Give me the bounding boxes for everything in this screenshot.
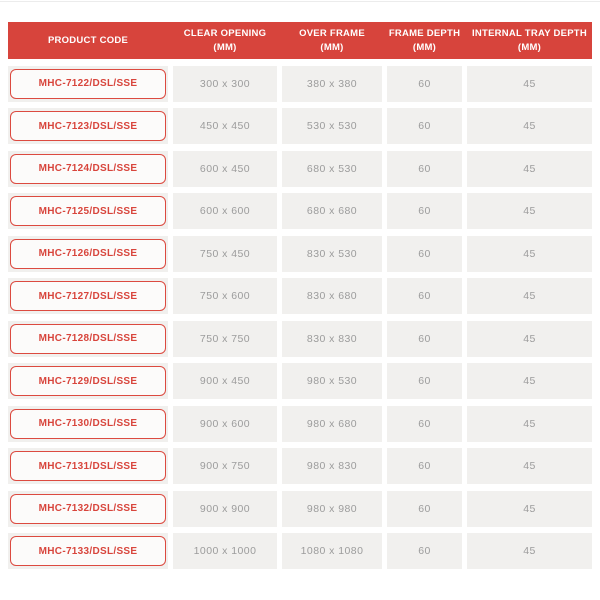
column-header-clear-opening [173, 22, 277, 59]
table-row [8, 193, 592, 229]
over-frame-cell: 980 x 980 [282, 491, 382, 527]
internal-tray-depth-cell: 45 [467, 533, 592, 569]
table-row [8, 363, 592, 399]
product-code-cell [8, 236, 168, 272]
table-row [8, 151, 592, 187]
over-frame-cell: 980 x 830 [282, 448, 382, 484]
product-code-cell [8, 448, 168, 484]
product-code-button[interactable]: MHC-7133/DSL/SSE [10, 536, 166, 566]
frame-depth-cell: 60 [387, 321, 462, 357]
column-header-label: CLEAR OPENING [183, 27, 267, 39]
column-header-label: PRODUCT CODE [47, 34, 129, 46]
column-header-label: FRAME DEPTH [388, 27, 461, 39]
table-header [8, 22, 592, 59]
frame-depth-cell: 60 [387, 66, 462, 102]
product-code-cell [8, 363, 168, 399]
column-header-unit: (MM) [320, 41, 344, 53]
product-code-button[interactable]: MHC-7131/DSL/SSE [10, 451, 166, 481]
product-code-button[interactable]: MHC-7130/DSL/SSE [10, 409, 166, 439]
internal-tray-depth-cell: 45 [467, 363, 592, 399]
over-frame-cell: 680 x 680 [282, 193, 382, 229]
frame-depth-cell: 60 [387, 533, 462, 569]
clear-opening-cell: 900 x 750 [173, 448, 277, 484]
frame-depth-cell: 60 [387, 448, 462, 484]
column-header-frame-depth [387, 22, 462, 59]
frame-depth-cell: 60 [387, 491, 462, 527]
table-row [8, 108, 592, 144]
product-code-button[interactable]: MHC-7129/DSL/SSE [10, 366, 166, 396]
product-code-button[interactable]: MHC-7128/DSL/SSE [10, 324, 166, 354]
product-code-cell [8, 533, 168, 569]
internal-tray-depth-cell: 45 [467, 406, 592, 442]
over-frame-cell: 680 x 530 [282, 151, 382, 187]
product-code-cell [8, 151, 168, 187]
product-code-cell [8, 108, 168, 144]
table-body [8, 66, 592, 570]
internal-tray-depth-cell: 45 [467, 108, 592, 144]
internal-tray-depth-cell: 45 [467, 193, 592, 229]
frame-depth-cell: 60 [387, 151, 462, 187]
over-frame-cell: 980 x 680 [282, 406, 382, 442]
frame-depth-cell: 60 [387, 278, 462, 314]
clear-opening-cell: 600 x 600 [173, 193, 277, 229]
internal-tray-depth-cell: 45 [467, 321, 592, 357]
product-code-button[interactable]: MHC-7123/DSL/SSE [10, 111, 166, 141]
product-code-button[interactable]: MHC-7125/DSL/SSE [10, 196, 166, 226]
product-code-cell [8, 278, 168, 314]
column-header-label: INTERNAL TRAY DEPTH [472, 27, 587, 39]
clear-opening-cell: 900 x 450 [173, 363, 277, 399]
table-row [8, 406, 592, 442]
column-header-unit: (MM) [412, 41, 437, 53]
frame-depth-cell: 60 [387, 363, 462, 399]
table-row [8, 236, 592, 272]
over-frame-cell: 830 x 830 [282, 321, 382, 357]
product-code-cell [8, 66, 168, 102]
over-frame-cell: 830 x 530 [282, 236, 382, 272]
product-code-button[interactable]: MHC-7122/DSL/SSE [10, 69, 166, 99]
column-header-internal-tray-depth [467, 22, 592, 59]
internal-tray-depth-cell: 45 [467, 236, 592, 272]
frame-depth-cell: 60 [387, 236, 462, 272]
internal-tray-depth-cell: 45 [467, 151, 592, 187]
over-frame-cell: 980 x 530 [282, 363, 382, 399]
internal-tray-depth-cell: 45 [467, 66, 592, 102]
internal-tray-depth-cell: 45 [467, 448, 592, 484]
clear-opening-cell: 300 x 300 [173, 66, 277, 102]
column-header-unit: (MM) [517, 41, 542, 53]
top-divider [0, 1, 600, 2]
table-row [8, 278, 592, 314]
clear-opening-cell: 750 x 450 [173, 236, 277, 272]
table-row [8, 533, 592, 569]
clear-opening-cell: 750 x 600 [173, 278, 277, 314]
internal-tray-depth-cell: 45 [467, 278, 592, 314]
column-header-label: OVER FRAME [299, 27, 365, 39]
over-frame-cell: 830 x 680 [282, 278, 382, 314]
product-code-button[interactable]: MHC-7124/DSL/SSE [10, 154, 166, 184]
clear-opening-cell: 750 x 750 [173, 321, 277, 357]
internal-tray-depth-cell: 45 [467, 491, 592, 527]
clear-opening-cell: 450 x 450 [173, 108, 277, 144]
product-code-cell [8, 406, 168, 442]
column-header-product-code [8, 22, 168, 59]
column-header-over-frame [282, 22, 382, 59]
clear-opening-cell: 1000 x 1000 [173, 533, 277, 569]
over-frame-cell: 1080 x 1080 [282, 533, 382, 569]
product-code-button[interactable]: MHC-7127/DSL/SSE [10, 281, 166, 311]
table-row [8, 448, 592, 484]
frame-depth-cell: 60 [387, 406, 462, 442]
table-row [8, 321, 592, 357]
product-code-button[interactable]: MHC-7126/DSL/SSE [10, 239, 166, 269]
product-spec-table [8, 22, 592, 569]
clear-opening-cell: 900 x 600 [173, 406, 277, 442]
frame-depth-cell: 60 [387, 108, 462, 144]
over-frame-cell: 530 x 530 [282, 108, 382, 144]
over-frame-cell: 380 x 380 [282, 66, 382, 102]
column-header-unit: (MM) [213, 41, 237, 53]
product-code-cell [8, 321, 168, 357]
product-code-button[interactable]: MHC-7132/DSL/SSE [10, 494, 166, 524]
table-row [8, 491, 592, 527]
product-code-cell [8, 491, 168, 527]
clear-opening-cell: 900 x 900 [173, 491, 277, 527]
table-row [8, 66, 592, 102]
product-code-cell [8, 193, 168, 229]
clear-opening-cell: 600 x 450 [173, 151, 277, 187]
frame-depth-cell: 60 [387, 193, 462, 229]
